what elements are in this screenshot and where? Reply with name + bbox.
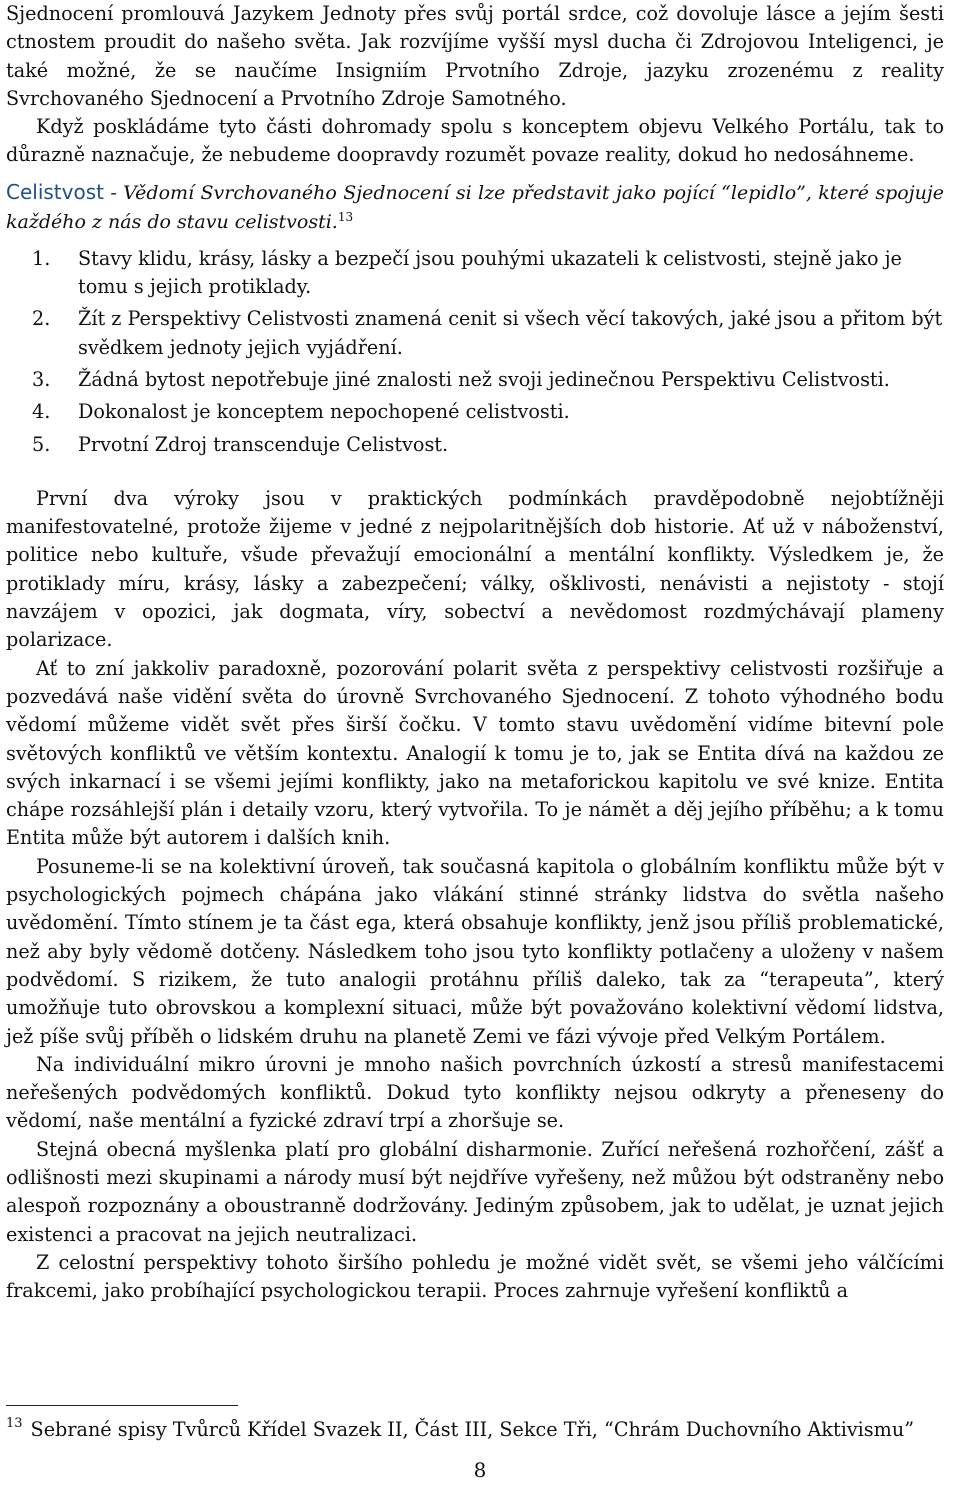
list-item-text: Prvotní Zdroj transcenduje Celistvost. <box>78 432 449 456</box>
intro-paragraph-2: Když poskládáme tyto části dohromady spolu s konceptem objevu Velkého Portálu, tak to důrazně naznačuje, že nebudeme doopravdy rozumět povaze reality, dokud ho nedosáhneme. <box>6 115 944 167</box>
list-item-number: 1. <box>32 246 51 270</box>
list-item-text: Žádná bytost nepotřebuje jiné znalosti než svoji jedinečnou Perspektivu Celistvosti. <box>78 367 890 391</box>
footnote <box>6 1416 944 1444</box>
list-item <box>6 245 944 302</box>
footnote-divider <box>6 1405 238 1406</box>
footnote-reference[interactable]: 13 <box>337 209 354 224</box>
body-paragraph-3: Posuneme-li se na kolektivní úroveň, tak současná kapitola o globálním konfliktu může být v psychologických pojmech chápána jako vlákání stinné stránky lidstva do světla našeho uvědomění. Tímto stínem je ta část ega, která obsahuje konflikty, jenž jsou příliš problematické, než aby byly vědomě dotčeny. Následkem toho jsou tyto konflikty potlačeny a uloženy v našem podvědomí. S rizikem, že tuto analogii protáhnu příliš daleko, tak za “terapeuta”, který umožňuje tuto obrovskou a komplexní situaci, může být považováno kolektivní vědomí lidstva, jež píše svůj příběh o lidském druhu na planetě Zemi ve fázi vývoje před Velkým Portálem. <box>6 854 944 1048</box>
list-item-number: 5. <box>32 432 51 456</box>
celistvost-text: - Vědomí Svrchovaného Sjednocení si lze představit jako pojící “lepidlo”, které spojuje každého z nás do stavu celistvosti. <box>6 181 944 233</box>
body-text <box>6 485 944 1306</box>
body-paragraph-6: Z celostní perspektivy tohoto širšího pohledu je možné vidět svět, se všemi jeho válčícími frakcemi, jako probíhající psychologickou terapii. Proces zahrnuje vyřešení konfliktů a <box>6 1250 944 1303</box>
list-item <box>6 398 944 426</box>
list-item <box>6 305 944 362</box>
list-item-text: Dokonalost je konceptem nepochopené celistvosti. <box>78 400 570 424</box>
list-item-number: 3. <box>32 367 51 391</box>
list-item-text: Stavy klidu, krásy, lásky a bezpečí jsou pouhými ukazateli k celistvosti, stejně jako je tomu s jejich protiklady. <box>78 246 902 299</box>
document-page <box>6 0 944 1305</box>
body-paragraph-1: První dva výroky jsou v praktických podmínkách pravděpodobně nejobtížněji manifestovatelné, protože žijeme v jedné z nejpolaritnějších dob historie. Ať už v náboženství, politice nebo kultuře, všude převažují emocionální a mentální konflikty. Výsledkem je, že protiklady míru, krásy, lásky a zabezpečení; války, ošklivosti, nenávisti a nejistoty - stojí navzájem v opozici, jak dogmata, víry, sobectví a nevědomost rozdmýchávají plameny polarizace. <box>6 486 944 652</box>
list-item-number: 2. <box>32 307 51 331</box>
celistvost-statements-list <box>6 245 944 459</box>
page-number: 8 <box>473 1458 487 1482</box>
list-item <box>6 431 944 459</box>
list-item <box>6 366 944 394</box>
footnote-text: Sebrané spisy Tvůrců Křídel Svazek II, Část III, Sekce Tři, “Chrám Duchovního Aktivismu” <box>30 1418 915 1441</box>
list-item-text: Žít z Perspektivy Celistvosti znamená cenit si všech věcí takových, jaké jsou a přitom být svědkem jednoty jejich vyjádření. <box>78 307 943 359</box>
body-paragraph-4: Na individuální mikro úrovni je mnoho našich povrchních úzkostí a stresů manifestacemi neřešených podvědomých konfliktů. Dokud tyto konflikty nejsou odkryty a přeneseny do vědomí, naše mentální a fyzické zdraví trpí a zhoršuje se. <box>6 1052 944 1133</box>
body-paragraph-5: Stejná obecná myšlenka platí pro globální disharmonie. Zuřící neřešená rozhořčení, zášť a odlišnosti mezi skupinami a národy musí být nejdříve vyřešeny, než můžou být odstraněny nebo alespoň rozpoznány a oboustranně dodržovány. Jediným způsobem, jak to udělat, je uznat jejich existenci a pracovat na jejich neutralizaci. <box>6 1137 944 1246</box>
body-paragraph-2: Ať to zní jakkoliv paradoxně, pozorování polarit světa z perspektivy celistvosti rozšiřuje a pozvedává naše vidění světa do úrovně Svrchovaného Sjednocení. Z tohoto výhodného bodu vědomí můžeme vidět svět přes širší čočku. V tomto stavu uvědomění vidíme bitevní pole světových konfliktů ve větším kontextu. Analogií k tomu je to, jak se Entita dívá na každou ze svých inkarnací i se všemi jejími konflikty, jako na metaforickou kapitolu ve své knize. Entita chápe rozsáhlejší plán i detaily vzoru, který vytvořila. To je námět a děj jejího příběhu; a k tomu Entita může být autorem i dalších knih. <box>6 656 944 850</box>
celistvost-definition <box>6 178 944 237</box>
list-item-number: 4. <box>32 400 51 424</box>
footnote-number: 13 <box>6 1416 23 1431</box>
celistvost-heading: Celistvost <box>6 179 104 204</box>
intro-paragraph-1: Sjednocení promlouvá Jazykem Jednoty přes svůj portál srdce, což dovoluje lásce a jejím šesti ctnostem proudit do našeho světa. Jak rozvíjíme vyšší mysl ducha či Zdrojovou Inteligenci, je také možné, že se naučíme Insigniím Prvotního Zdroje, jazyku zrozenému z reality Svrchovaného Sjednocení a Prvotního Zdroje Samotného. <box>6 2 944 110</box>
